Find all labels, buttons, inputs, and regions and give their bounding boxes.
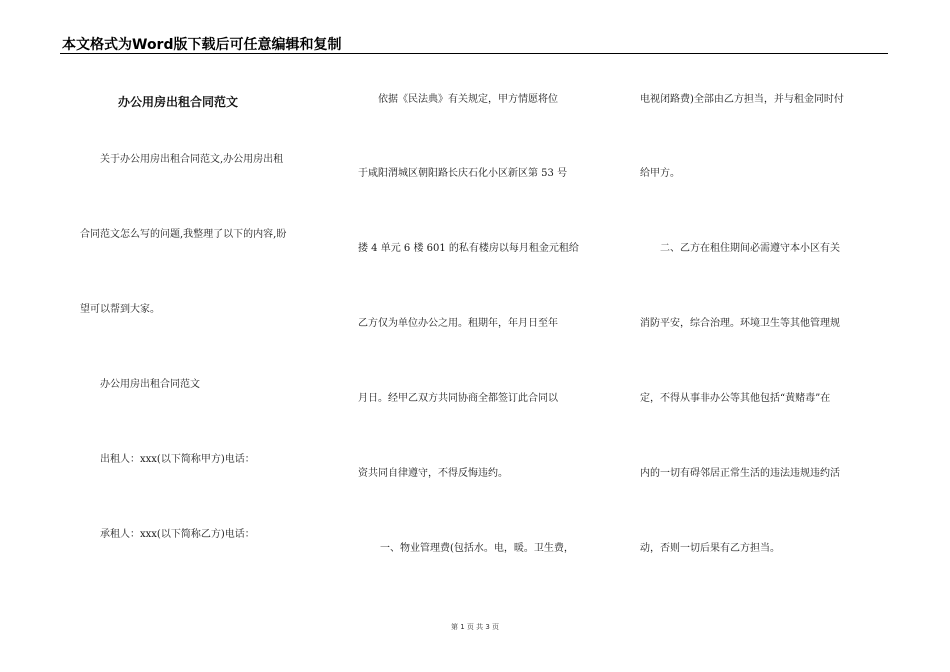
- paragraph-line: 动，否则一切后果有乙方担当。: [640, 543, 780, 554]
- paragraph-line: 承租人：xxx(以下简称乙方)电话：: [100, 529, 255, 540]
- paragraph-line: 望可以帮到大家。: [80, 304, 160, 315]
- paragraph-line: 电视闭路费)全部由乙方担当，并与租金同时付: [640, 94, 844, 105]
- paragraph-line: 月日。经甲乙双方共同协商全都签订此合同以: [358, 393, 558, 404]
- page-number: 第 1 页 共 3 页: [450, 623, 500, 631]
- paragraph-line: 依据《民法典》有关规定，甲方情愿将位: [378, 94, 558, 105]
- paragraph-line: 定，不得从事非办公等其他包括“黄赌毒”在: [640, 393, 831, 404]
- paragraph-line: 消防平安，综合治理。环境卫生等其他管理规: [640, 318, 840, 329]
- paragraph-line: 一、物业管理费(包括水。电，暖。卫生费，: [380, 543, 574, 554]
- paragraph-line: 给甲方。: [640, 168, 680, 179]
- document-title: 办公用房出租合同范文: [118, 95, 239, 109]
- paragraph-line: 合同范文怎么写的问题,我整理了以下的内容,盼: [80, 229, 287, 240]
- paragraph-line: 关于办公用房出租合同范文,办公用房出租: [100, 154, 284, 165]
- paragraph-line: 办公用房出租合同范文: [100, 379, 200, 390]
- paragraph-line: 二、乙方在租住期间必需遵守本小区有关: [660, 243, 840, 254]
- paragraph-line: 搂 4 单元 6 楼 601 的私有楼房以每月租金元租给: [358, 243, 579, 254]
- paragraph-line: 乙方仅为单位办公之用。租期年，年月日至年: [358, 318, 558, 329]
- paragraph-line: 内的一切有碍邻居正常生活的违法违规违约活: [640, 468, 840, 479]
- download-banner: 本文格式为Word版下载后可任意编辑和复制: [62, 37, 342, 53]
- paragraph-line: 出租人：xxx(以下简称甲方)电话：: [100, 454, 255, 465]
- paragraph-line: 资共同自律遵守，不得反悔违约。: [358, 468, 508, 479]
- paragraph-line: 于咸阳渭城区朝阳路长庆石化小区新区第 53 号: [358, 168, 568, 179]
- banner-divider: [60, 53, 888, 54]
